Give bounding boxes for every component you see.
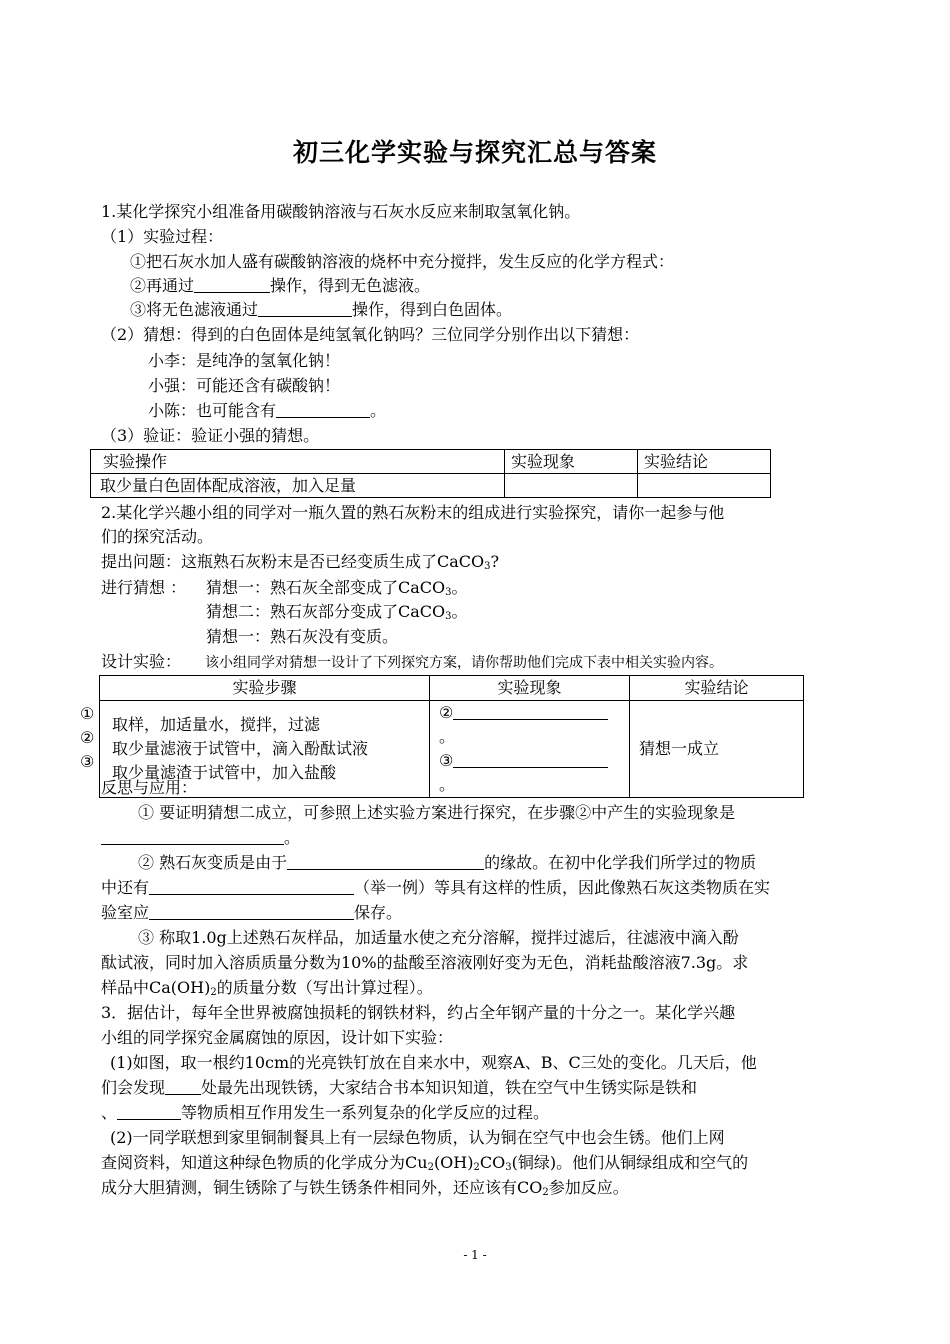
q1-guess-chen-a: 小陈：也可能含有 — [148, 401, 277, 420]
q2-step1: 取样，加适量水，搅拌，过滤 — [112, 715, 321, 734]
q1-table-phenomenon-cell[interactable] — [505, 474, 638, 498]
q3-part2-line2 — [101, 1152, 748, 1174]
q1-table-header-conclusion: 实验结论 — [638, 450, 771, 474]
q2-question-text: 提出问题：这瓶熟石灰粉末是否已经变质生成了CaCO — [101, 552, 485, 571]
answer-blank[interactable] — [453, 753, 608, 768]
q2-reflect-2-e: 验室应 — [101, 903, 150, 922]
q3-part2-line3 — [101, 1177, 629, 1199]
answer-blank[interactable] — [101, 828, 284, 845]
q3-part2-b4: (铜绿)。他们从铜绿组成和空气的 — [511, 1153, 749, 1172]
q2-guess2 — [206, 601, 468, 623]
q2-reflect-1: ① 要证明猜想二成立，可参照上述实验方案进行探究，在步骤②中产生的实验现象是 — [138, 803, 736, 822]
answer-blank[interactable] — [117, 1103, 181, 1120]
q2-obs3-num: ③ — [439, 751, 454, 770]
answer-blank[interactable] — [194, 276, 270, 293]
q1-guess-chen — [148, 400, 386, 422]
q3-part1-c: 处最先出现铁锈，大家结合书本知识知道，铁在空气中生锈实际是铁和 — [201, 1078, 698, 1097]
q2-reflect-2-d: （举一例）等具有这样的性质，因此像熟石灰这类物质在实 — [354, 878, 771, 897]
q3-part2-c1: 成分大胆猜测，铜生锈除了与铁生锈条件相同外，还应该有CO — [101, 1178, 543, 1197]
q3-part2-b3: CO — [479, 1153, 506, 1172]
q1-part3: （3）验证：验证小强的猜想。 — [101, 426, 320, 445]
q2-reflect-3-line3 — [101, 977, 433, 999]
q2-reflect-3-line2: 酞试液，同时加入溶质质量分数为10%的盐酸至溶液刚好变为无色，消耗盐酸溶液7.3g。求 — [101, 953, 749, 972]
q3-part2-sub2: 2 — [473, 1162, 480, 1173]
q3-part1-d: 、 — [101, 1103, 118, 1122]
q2-guess2-sub: 3 — [445, 611, 452, 622]
q1-part1: （1）实验过程： — [101, 227, 224, 246]
q2-table — [99, 675, 804, 798]
q3-part2-b1: 查阅资料，知道这种绿色物质的化学成分为Cu — [101, 1153, 428, 1172]
q2-row-number-3: ③ — [80, 752, 95, 771]
q2-step3: 取少量滤渣于试管中，加入盐酸 — [112, 763, 337, 782]
q2-obs2-num: ② — [439, 703, 454, 722]
q3-part1-line2 — [101, 1077, 697, 1099]
q2-question-sub: 3 — [484, 561, 491, 572]
answer-blank[interactable] — [165, 1078, 201, 1095]
q3-line1: 3．据估计，每年全世界被腐蚀损耗的钢铁材料，约占全年钢产量的十分之一。某化学兴趣 — [101, 1003, 736, 1022]
q1-table-header-phenomenon: 实验现象 — [505, 450, 638, 474]
q3-part2-line1: (2)一同学联想到家里铜制餐具上有一层绿色物质，认为铜在空气中也会生锈。他们上网 — [110, 1128, 725, 1147]
q2-reflect-3-c: 样品中Ca(OH) — [101, 978, 211, 997]
answer-blank[interactable] — [453, 705, 608, 720]
q1-step1: ①把石灰水加人盛有碳酸钠溶液的烧杯中充分搅拌，发生反应的化学方程式： — [130, 252, 675, 271]
q3-part2-c-sub: 2 — [542, 1187, 549, 1198]
q2-guess1-text: 猜想一：熟石灰全部变成了CaCO — [206, 578, 446, 597]
q2-reflect-3-line1: ③ 称取1.0g上述熟石灰样品，加适量水使之充分溶解，搅拌过滤后，往滤液中滴入酚 — [138, 928, 739, 947]
q1-step2 — [130, 275, 430, 297]
q2-guess1 — [206, 577, 468, 599]
q2-intro-line2: 们的探究活动。 — [101, 527, 214, 546]
q1-guess-chen-b: 。 — [370, 401, 387, 420]
q2-reflect-2-line3 — [101, 902, 402, 924]
q2-reflect-2-c: 中还有 — [101, 878, 150, 897]
q2-guess1-sub: 3 — [445, 587, 452, 598]
q1-step2-b: 操作，得到无色滤液。 — [270, 276, 431, 295]
answer-blank[interactable] — [287, 853, 484, 870]
q1-step3 — [130, 299, 512, 321]
page-number: - 1 - — [463, 1248, 487, 1262]
q1-step2-a: ②再通过 — [130, 276, 195, 295]
q1-intro: 1.某化学探究小组准备用碳酸钠溶液与石灰水反应来制取氢氧化钠。 — [101, 202, 581, 221]
q1-step3-a: ③将无色滤液通过 — [130, 300, 259, 319]
q2-design-text: 该小组同学对猜想一设计了下列探究方案，请你帮助他们完成下表中相关实验内容。 — [205, 655, 723, 671]
q2-reflect-2-line1 — [138, 852, 756, 874]
q2-guess1-end: 。 — [451, 578, 468, 597]
q2-obs3-end: 。 — [439, 775, 456, 794]
answer-blank[interactable] — [276, 401, 370, 418]
q2-row-number-2: ② — [80, 728, 95, 747]
q3-part2-sub1: 2 — [427, 1162, 434, 1173]
q2-design-label: 设计实验： — [101, 652, 182, 671]
q2-table-header-conclusion: 实验结论 — [630, 676, 804, 701]
q2-table-header-phenomenon: 实验现象 — [430, 676, 630, 701]
q2-step2: 取少量滤液于试管中，滴入酚酞试液 — [112, 739, 369, 758]
q2-question — [101, 551, 499, 573]
q3-part1-e: 等物质相互作用发生一系列复杂的化学反应的过程。 — [181, 1103, 550, 1122]
q2-reflect-2-f: 保存。 — [354, 903, 403, 922]
q2-question-end: ? — [490, 552, 500, 571]
q2-obs3 — [439, 749, 623, 797]
q2-intro-line1: 2.某化学兴趣小组的同学对一瓶久置的熟石灰粉末的组成进行实验探究，请你一起参与他 — [101, 503, 725, 522]
q2-reflect-1-answer — [101, 827, 300, 849]
q3-line2: 小组的同学探究金属腐蚀的原因，设计如下实验： — [101, 1028, 454, 1047]
q2-reflect-2-b: 的缘故。在初中化学我们所学过的物质 — [484, 853, 757, 872]
q2-row-number-1: ① — [80, 704, 95, 723]
q2-table-phenomenon-cell — [430, 701, 630, 798]
q3-part1-b: 们会发现 — [101, 1078, 166, 1097]
q1-table — [90, 449, 771, 498]
q1-table-operation-cell: 取少量白色固体配成溶液，加入足量 — [91, 474, 505, 498]
answer-blank[interactable] — [149, 903, 354, 920]
q2-reflect-3-d: 的质量分数（写出计算过程）。 — [216, 978, 433, 997]
q2-guess3: 猜想一：熟石灰没有变质。 — [206, 627, 399, 646]
q1-guess-li: 小李：是纯净的氢氧化钠！ — [148, 351, 341, 370]
q3-part2-sub3: 3 — [505, 1162, 512, 1173]
q2-table-header-steps: 实验步骤 — [100, 676, 430, 701]
q1-step3-b: 操作，得到白色固体。 — [352, 300, 513, 319]
q3-part1-line1: (1)如图，取一根约10cm的光亮铁钉放在自来水中，观察A、B、C三处的变化。几天后，他 — [110, 1053, 757, 1072]
q1-part2: （2）猜想：得到的白色固体是纯氢氧化钠吗？三位同学分别作出以下猜想： — [101, 325, 640, 344]
q2-guess-label: 进行猜想 ： — [101, 578, 187, 597]
q2-guess2-text: 猜想二：熟石灰部分变成了CaCO — [206, 602, 446, 621]
q3-part1-line3 — [101, 1102, 549, 1124]
q2-reflect-1-end: 。 — [284, 828, 301, 847]
q2-reflect-2-a: ② 熟石灰变质是由于 — [138, 853, 288, 872]
q2-table-conclusion-cell: 猜想一成立 — [630, 701, 804, 798]
q3-part2-b2: (OH) — [433, 1153, 474, 1172]
q3-part2-c2: 参加反应。 — [548, 1178, 629, 1197]
q2-reflect-2-line2 — [101, 877, 770, 899]
q1-guess-qiang: 小强：可能还含有碳酸钠！ — [148, 376, 341, 395]
answer-blank[interactable] — [149, 878, 354, 895]
q2-guess2-end: 。 — [451, 602, 468, 621]
q2-reflect-3-sub: 2 — [210, 987, 217, 998]
answer-blank[interactable] — [258, 300, 352, 317]
q1-table-conclusion-cell[interactable] — [638, 474, 771, 498]
q2-obs2 — [439, 701, 623, 749]
page-title: 初三化学实验与探究汇总与答案 — [292, 138, 657, 167]
q2-reflect-label: 反思与应用： — [101, 778, 198, 797]
q1-table-header-operation: 实验操作 — [91, 450, 505, 474]
q2-obs2-end: 。 — [439, 727, 456, 746]
